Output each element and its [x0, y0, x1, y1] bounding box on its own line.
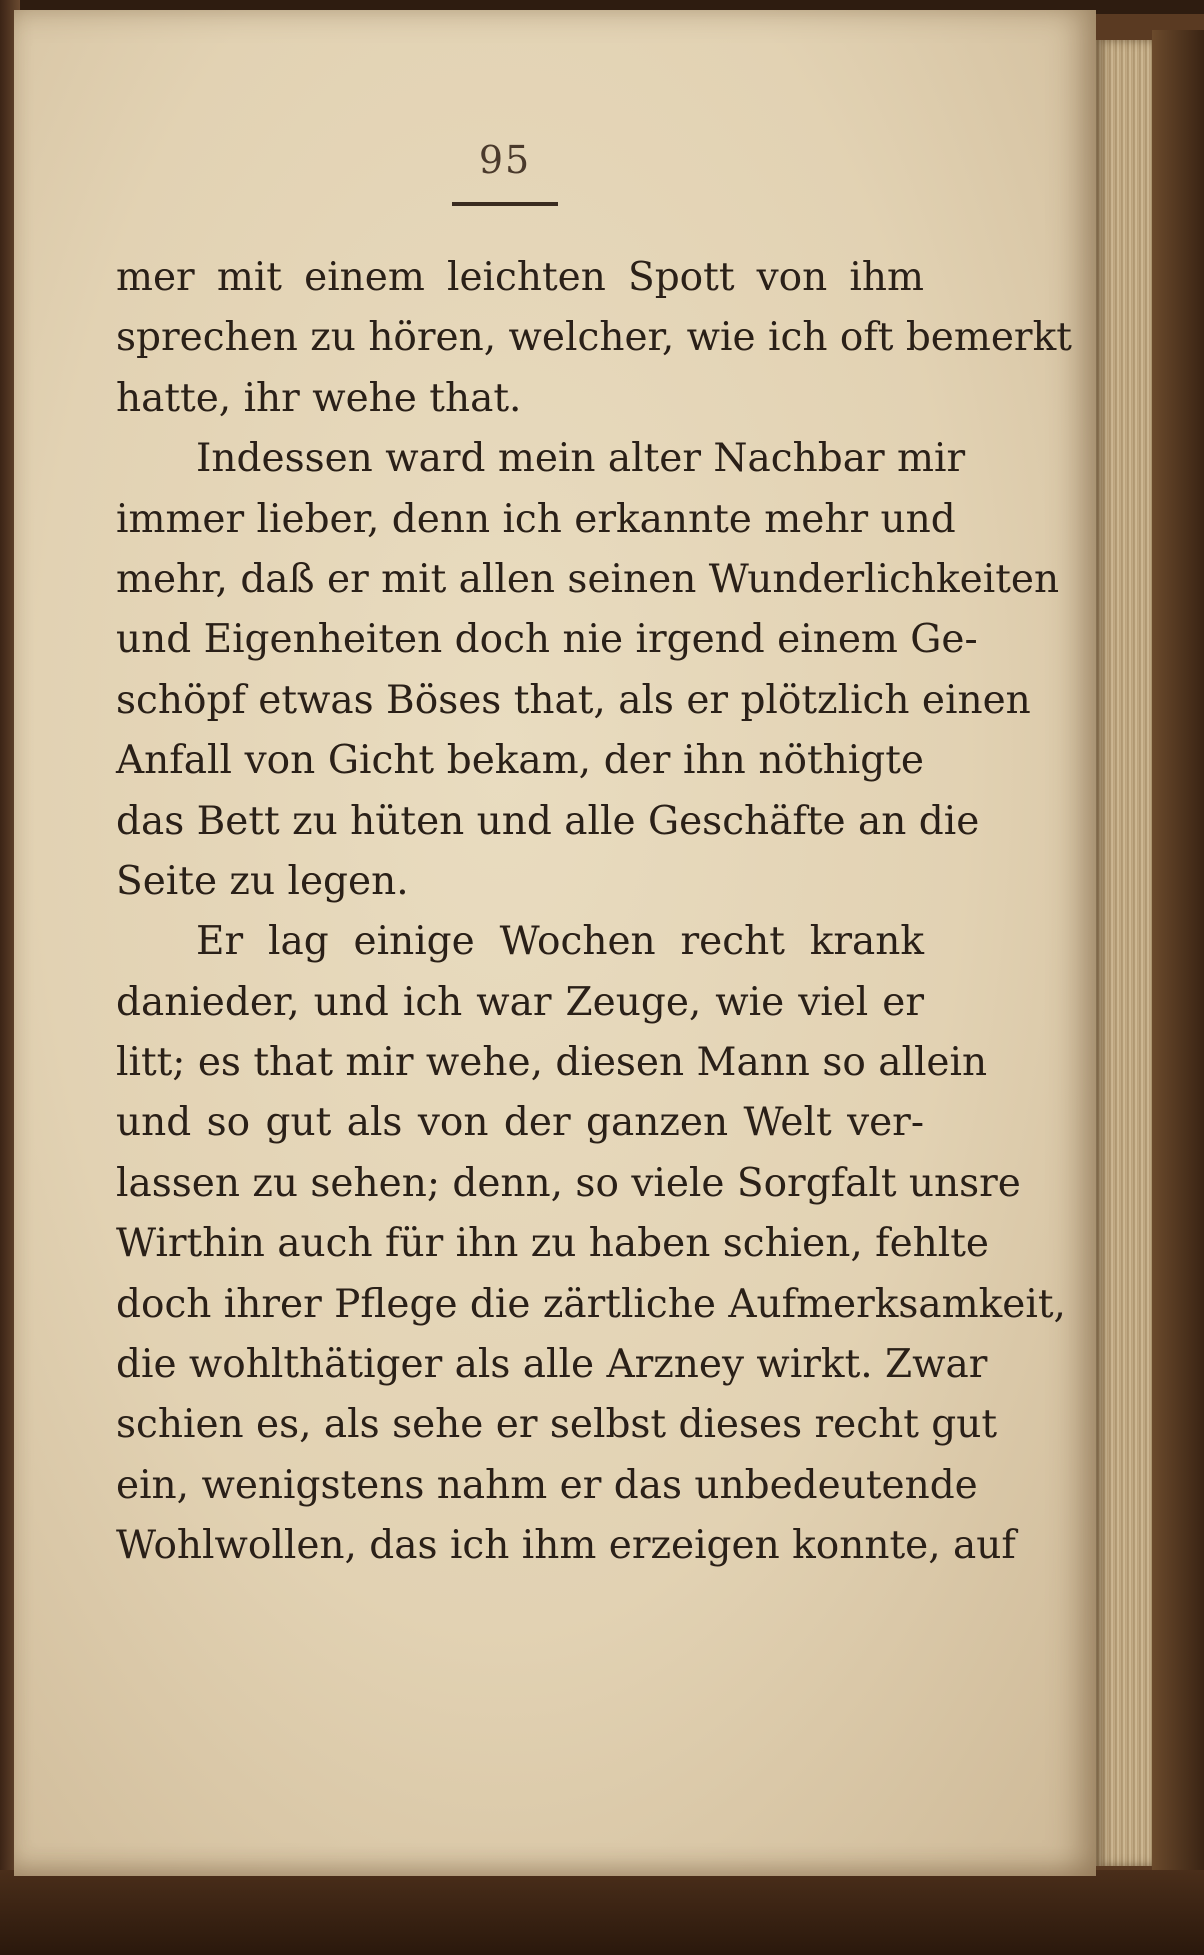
text-line: Wohlwollen, das ich ihm erzeigen konnte, auf — [116, 1523, 1016, 1569]
text-line: ein, wenigstens nahm er das unbedeutende — [116, 1462, 978, 1508]
book-cover-right — [1152, 30, 1204, 1890]
text-line: hatte, ihr wehe that. — [116, 375, 522, 421]
text-line: danieder, und ich war Zeuge, wie viel er — [116, 979, 924, 1025]
body-text — [116, 248, 1072, 1577]
page-edges — [1096, 40, 1152, 1866]
text-line: Wirthin auch für ihn zu haben schien, fehlte — [116, 1221, 990, 1267]
text-line: die wohlthätiger als alle Arzney wirkt. Zwar — [116, 1342, 988, 1388]
text-line: schöpf etwas Böses that, als er plötzlich einen — [116, 677, 1031, 723]
page-number: 95 — [478, 138, 532, 182]
header-rule — [452, 202, 558, 206]
text-line: Anfall von Gicht bekam, der ihn nöthigte — [116, 738, 924, 784]
text-line: das Bett zu hüten und alle Geschäfte an die — [116, 798, 980, 844]
text-line: Indessen ward mein alter Nachbar mir — [196, 436, 966, 482]
background-bottom — [0, 1870, 1204, 1955]
text-line: litt; es that mir wehe, diesen Mann so allein — [116, 1040, 988, 1086]
text-line: doch ihrer Pflege die zärtliche Aufmerksamkeit, — [116, 1281, 1066, 1327]
text-line: und Eigenheiten doch nie irgend einem Ge- — [116, 617, 978, 663]
text-line: lassen zu sehen; denn, so viele Sorgfalt unsre — [116, 1160, 1021, 1206]
text-line: und so gut als von der ganzen Welt ver- — [116, 1100, 924, 1146]
text-line: mehr, daß er mit allen seinen Wunderlichkeiten — [116, 556, 1060, 602]
text-line: schien es, als sehe er selbst dieses recht gut — [116, 1402, 998, 1448]
text-line: mer mit einem leichten Spott von ihm — [116, 255, 924, 300]
text-line: Er lag einige Wochen recht krank — [196, 919, 924, 965]
text-line: sprechen zu hören, welcher, wie ich oft bemerkt — [116, 315, 1072, 361]
text-line: immer lieber, denn ich erkannte mehr und — [116, 496, 956, 542]
text-line: Seite zu legen. — [116, 858, 409, 904]
